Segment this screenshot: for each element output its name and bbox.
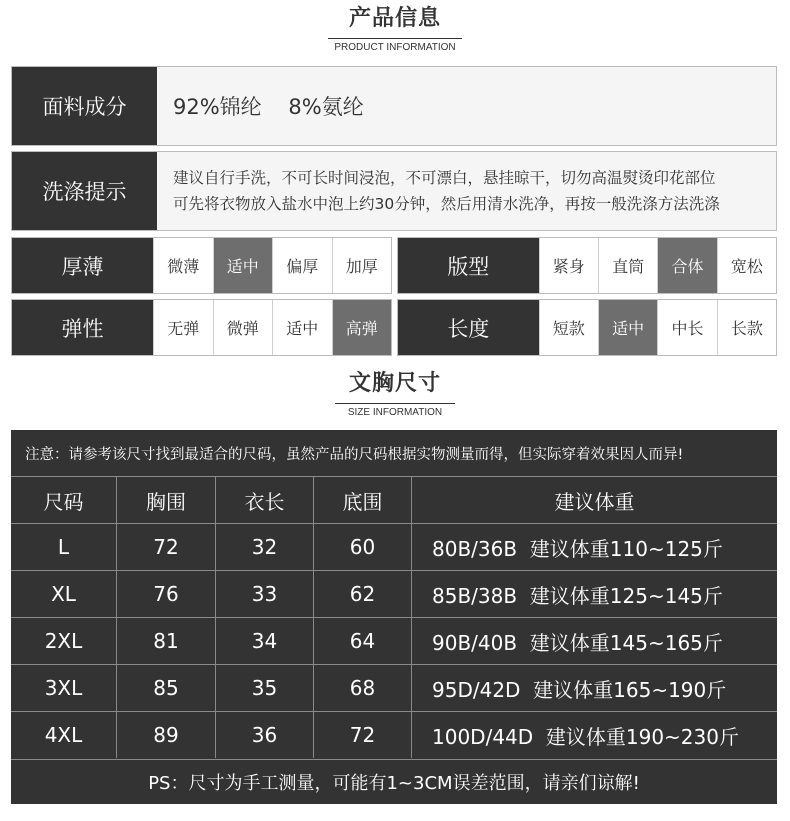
fabric-row bbox=[11, 66, 777, 146]
elasticity-option: 无弹 bbox=[153, 300, 213, 355]
wash-row bbox=[11, 151, 777, 231]
cell-underbust: 62 bbox=[313, 571, 411, 617]
header-weight: 建议体重 bbox=[411, 477, 777, 523]
fabric-label: 面料成分 bbox=[12, 67, 157, 145]
cell-bust: 72 bbox=[116, 524, 215, 570]
measurement-disclaimer: PS：尺寸为手工测量，可能有1~3CM误差范围，请亲们谅解! bbox=[11, 759, 777, 804]
cell-weight: 90B/40B 建议体重145~165斤 bbox=[411, 618, 777, 664]
thickness-label: 厚薄 bbox=[12, 238, 153, 293]
cell-length: 36 bbox=[215, 712, 313, 758]
title-divider bbox=[328, 38, 462, 39]
elasticity-option: 微弹 bbox=[213, 300, 273, 355]
elasticity-option: 适中 bbox=[272, 300, 332, 355]
table-header-row bbox=[11, 476, 777, 523]
cell-bust: 85 bbox=[116, 665, 215, 711]
cell-weight: 80B/36B 建议体重110~125斤 bbox=[411, 524, 777, 570]
cell-bust: 76 bbox=[116, 571, 215, 617]
length-option: 长款 bbox=[717, 300, 776, 355]
attr-thickness bbox=[11, 237, 392, 294]
cell-size: L bbox=[57, 535, 70, 559]
attr-fit bbox=[397, 237, 777, 294]
cell-bust: 89 bbox=[116, 712, 215, 758]
wash-line-1: 建议自行手洗，不可长时间浸泡，不可漂白，悬挂晾干，切勿高温熨烫印花部位 bbox=[173, 169, 716, 187]
size-table bbox=[11, 430, 777, 804]
table-row bbox=[11, 570, 777, 617]
cell-length: 35 bbox=[215, 665, 313, 711]
cell-underbust: 68 bbox=[313, 665, 411, 711]
table-row bbox=[11, 664, 777, 711]
table-row bbox=[11, 523, 777, 570]
cell-underbust: 72 bbox=[313, 712, 411, 758]
wash-instructions bbox=[157, 152, 776, 230]
cell-size: 4XL bbox=[44, 723, 83, 747]
length-label: 长度 bbox=[398, 300, 539, 355]
wash-line-2: 可先将衣物放入盐水中泡上约30分钟，然后用清水洗净，再按一般洗涤方法洗涤 bbox=[173, 195, 720, 213]
product-info-subtitle: PRODUCT INFORMATION bbox=[334, 42, 456, 53]
fit-option: 紧身 bbox=[539, 238, 598, 293]
wash-label: 洗涤提示 bbox=[12, 152, 157, 230]
cell-length: 34 bbox=[215, 618, 313, 664]
attr-length bbox=[397, 299, 777, 356]
product-info-title: 产品信息 bbox=[348, 6, 441, 31]
thickness-option: 偏厚 bbox=[272, 238, 332, 293]
elasticity-label: 弹性 bbox=[12, 300, 153, 355]
size-grid bbox=[11, 476, 777, 758]
table-row bbox=[11, 711, 777, 758]
title-divider bbox=[335, 403, 455, 404]
fit-label: 版型 bbox=[398, 238, 539, 293]
fabric-value: 92%锦纶 8%氨纶 bbox=[157, 67, 776, 145]
product-info-header bbox=[0, 6, 790, 54]
cell-size: 3XL bbox=[44, 676, 83, 700]
header-bust: 胸围 bbox=[116, 477, 215, 523]
fit-option: 直筒 bbox=[598, 238, 657, 293]
cell-underbust: 60 bbox=[313, 524, 411, 570]
cell-size: 2XL bbox=[44, 629, 83, 653]
thickness-option-selected: 适中 bbox=[213, 238, 273, 293]
table-row bbox=[11, 617, 777, 664]
cell-size: XL bbox=[51, 582, 76, 606]
length-option: 短款 bbox=[539, 300, 598, 355]
thickness-option: 加厚 bbox=[332, 238, 392, 293]
cell-weight: 95D/42D 建议体重165~190斤 bbox=[411, 665, 777, 711]
length-option-selected: 适中 bbox=[598, 300, 657, 355]
size-info-title: 文胸尺寸 bbox=[348, 371, 441, 396]
header-size: 尺码 bbox=[43, 489, 84, 514]
size-info-header bbox=[0, 371, 790, 419]
fit-option: 宽松 bbox=[717, 238, 776, 293]
size-note: 注意：请参考该尺寸找到最适合的尺码，虽然产品的尺码根据实物测量而得，但实际穿着效果因人而异! bbox=[25, 446, 684, 463]
fit-option-selected: 合体 bbox=[657, 238, 716, 293]
cell-weight: 85B/38B 建议体重125~145斤 bbox=[411, 571, 777, 617]
attr-elasticity bbox=[11, 299, 392, 356]
length-option: 中长 bbox=[657, 300, 716, 355]
size-info-subtitle: SIZE INFORMATION bbox=[347, 407, 443, 418]
cell-weight: 100D/44D 建议体重190~230斤 bbox=[411, 712, 777, 758]
cell-bust: 81 bbox=[116, 618, 215, 664]
elasticity-option-selected: 高弹 bbox=[332, 300, 392, 355]
cell-underbust: 64 bbox=[313, 618, 411, 664]
header-length: 衣长 bbox=[215, 477, 313, 523]
cell-length: 33 bbox=[215, 571, 313, 617]
header-underbust: 底围 bbox=[313, 477, 411, 523]
cell-length: 32 bbox=[215, 524, 313, 570]
thickness-option: 微薄 bbox=[153, 238, 213, 293]
